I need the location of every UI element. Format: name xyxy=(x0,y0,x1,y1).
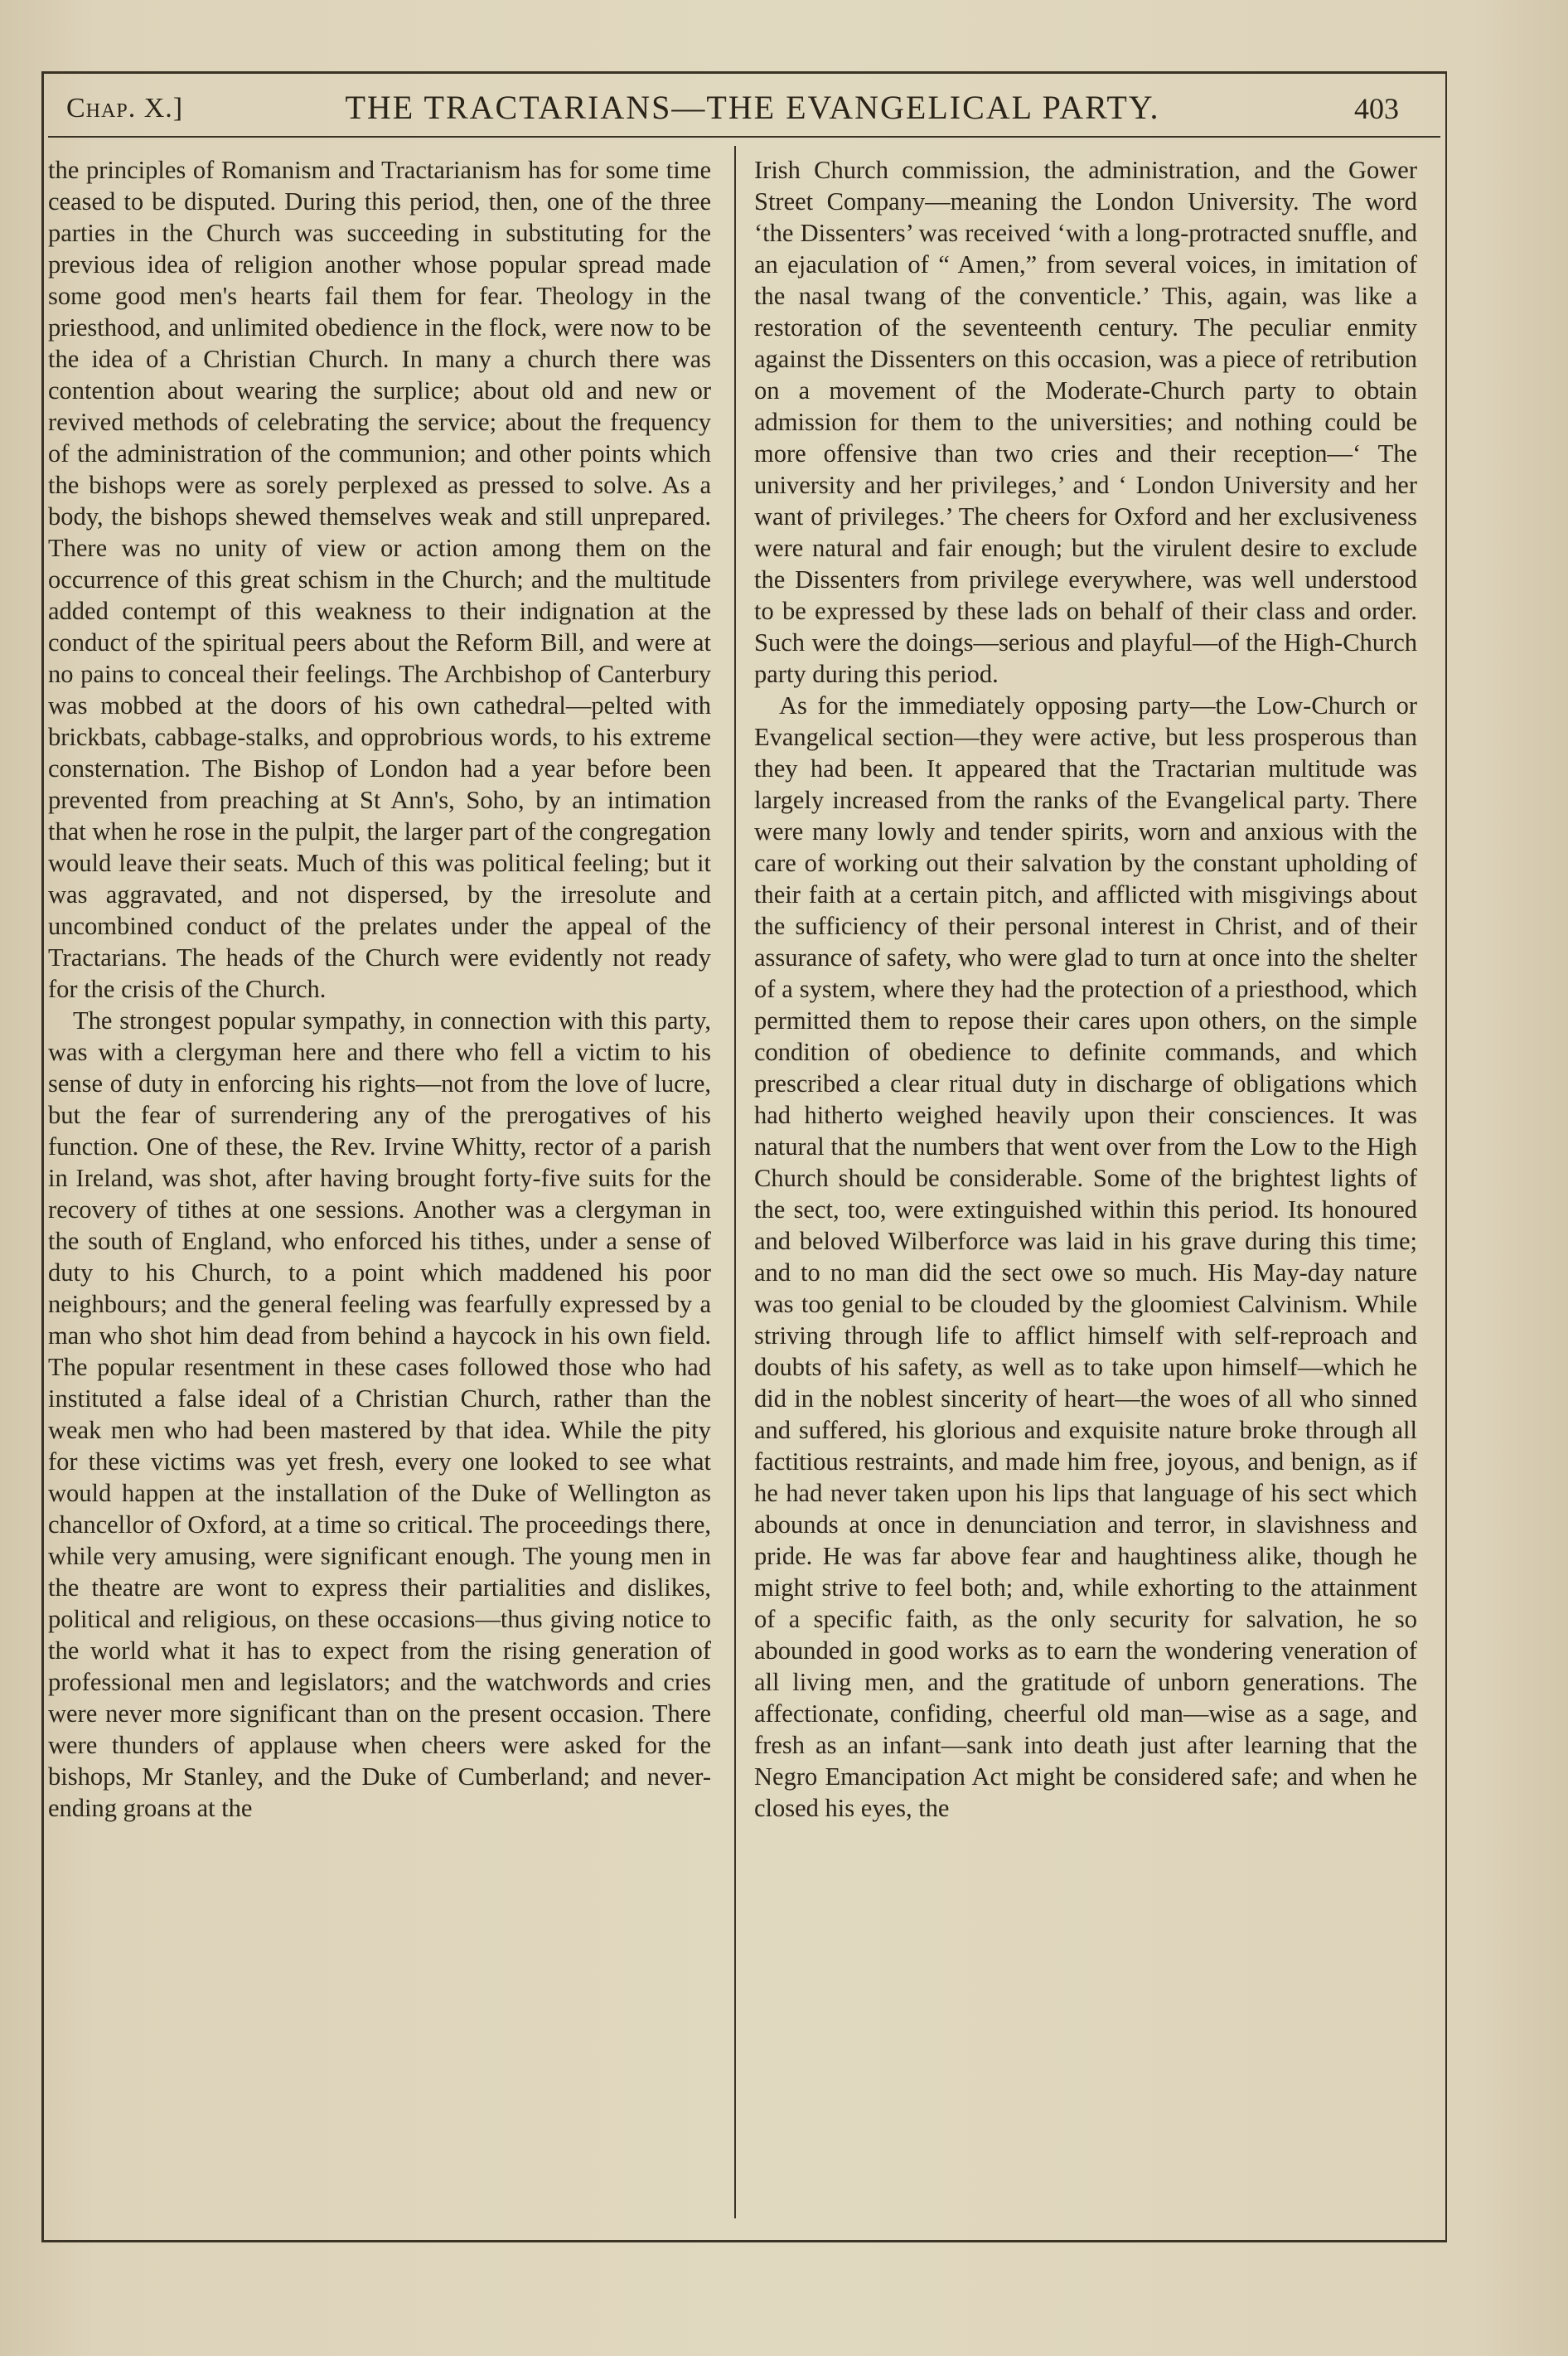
frame-bottom-rule xyxy=(41,2240,1447,2242)
paragraph: the principles of Romanism and Tractarianism has for some time ceased to be disputed. During this period, then, one of the three parties in the Church was succeeding in substituting for the previous idea of religion another whose popular spread made some good men's hearts fail them for fear. Theology in the priesthood, and unlimited obedience in the flock, were now to be the idea of a Christian Church. In many a church there was contention about wearing the surplice; about old and new or revived methods of celebrating the service; about the frequency of the administration of the communion; and other points which the bishops were as sorely perplexed as pressed to solve. As a body, the bishops shewed themselves weak and still unprepared. There was no unity of view or action among them on the occurrence of this great schism in the Church; and the multitude added contempt of this weakness to their indignation at the conduct of the spiritual peers about the Reform Bill, and were at no pains to conceal their feelings. The Archbishop of Canterbury was mobbed at the doors of his own cathedral—pelted with brickbats, cabbage-stalks, and opprobrious words, to his extreme consternation. The Bishop of London had a year before been prevented from preaching at St Ann's, Soho, by an intimation that when he rose in the pulpit, the larger part of the congregation would leave their seats. Much of this was political feeling; but it was aggravated, and not dispersed, by the irresolute and uncombined conduct of the prelates under the appeal of the Tractarians. The heads of the Church were evidently not ready for the crisis of the Church. xyxy=(48,156,711,1003)
frame-top-rule xyxy=(41,71,1447,74)
left-column xyxy=(48,154,711,2227)
chapter-label: Chap. X.] xyxy=(66,93,184,124)
frame-right-rule xyxy=(1445,71,1447,2242)
paragraph: Irish Church commission, the administration, and the Gower Street Company—meaning the London University. The word ‘the Dissenters’ was received ‘with a long-protracted snuffle, and an ejaculation of “ Amen,” from several voices, in imitation of the nasal twang of the conventicle.’ This, again, was like a restoration of the seventeenth century. The peculiar enmity against the Dissenters on this occasion, was a piece of retribution on a movement of the Moderate-Church party to obtain admission for them to the universities; and nothing could be more offensive than two cries and their reception—‘ The university and her privileges,’ and ‘ London University and her want of privileges.’ The cheers for Oxford and her exclusiveness were natural and fair enough; but the virulent desire to exclude the Dissenters from privilege everywhere, was well understood to be expressed by these lads on behalf of their class and order. Such were the doings—serious and playful—of the High-Church party during this period. xyxy=(754,156,1417,688)
paragraph: The strongest popular sympathy, in connection with this party, was with a clergyman here and there who fell a victim to his sense of duty in enforcing his rights—not from the love of lucre, but the fear of surrendering any of the prerogatives of his function. One of these, the Rev. Irvine Whitty, rector of a parish in Ireland, was shot, after having brought forty-five suits for the recovery of tithes at one sessions. Another was a clergyman in the south of England, who enforced his tithes, under a sense of duty to his Church, to a point which maddened his poor neighbours; and the general feeling was fearfully expressed by a man who shot him dead from behind a haycock in his own field. The popular resentment in these cases followed those who had instituted a false ideal of a Christian Church, rather than the weak men who had been mastered by that idea. While the pity for these victims was yet fresh, every one looked to see what would happen at the installation of the Duke of Wellington as chancellor of Oxford, at a time so critical. The proceedings there, while very amusing, were significant enough. The young men in the theatre are wont to express their partialities and dislikes, political and religious, on these occasions—thus giving notice to the world what it has to expect from the rising generation of professional men and legislators; and the watchwords and cries were never more significant than on the present occasion. There were thunders of applause when cheers were asked for the bishops, Mr Stanley, and the Duke of Cumberland; and never-ending groans at the xyxy=(48,1006,711,1822)
paragraph: As for the immediately opposing party—the Low-Church or Evangelical section—they were active, but less prosperous than they had been. It appeared that the Tractarian multitude was largely increased from the ranks of the Evangelical party. There were many lowly and tender spirits, worn and anxious with the care of working out their salvation by the constant upholding of their faith at a certain pitch, and afflicted with misgivings about the sufficiency of their personal interest in Christ, and of their assurance of safety, who were glad to turn at once into the shelter of a system, where they had the protection of a priesthood, which permitted them to repose their cares upon others, on the simple condition of obedience to definite commands, and which prescribed a clear ritual duty in discharge of obligations which had hitherto weighed heavily upon their consciences. It was natural that the numbers that went over from the Low to the High Church should be considerable. Some of the brightest lights of the sect, too, were extinguished within this period. Its honoured and beloved Wilberforce was laid in his grave during this time; and to no man did the sect owe so much. His May-day nature was too genial to be clouded by the gloomiest Calvinism. While striving through life to afflict himself with self-reproach and doubts of his safety, as well as to take upon himself—which he did in the noblest sincerity of heart—the woes of all who sinned and suffered, his glorious and exquisite nature broke through all factitious restraints, and made him free, joyous, and benign, as if he had never taken upon his lips that language of his sect which abounds at once in denunciation and terror, in slavishness and pride. He was far above fear and haughtiness alike, though he might strive to feel both; and, while exhorting to the attainment of a specific faith, as the only security for salvation, he so abounded in good works as to earn the wondering veneration of all living men, and the gratitude of unborn generations. The affectionate, confiding, cheerful old man—wise as a sage, and fresh as an infant—sank into death just after learning that the Negro Emancipation Act might be considered safe; and when he closed his eyes, the xyxy=(754,691,1417,1822)
page-number: 403 xyxy=(1354,92,1399,125)
running-header xyxy=(48,85,1440,134)
running-title: THE TRACTARIANS—THE EVANGELICAL PARTY. xyxy=(345,89,1160,126)
column-divider xyxy=(734,146,736,2218)
right-column xyxy=(754,154,1417,2227)
header-rule xyxy=(48,136,1440,138)
frame-left-rule xyxy=(41,71,44,2242)
